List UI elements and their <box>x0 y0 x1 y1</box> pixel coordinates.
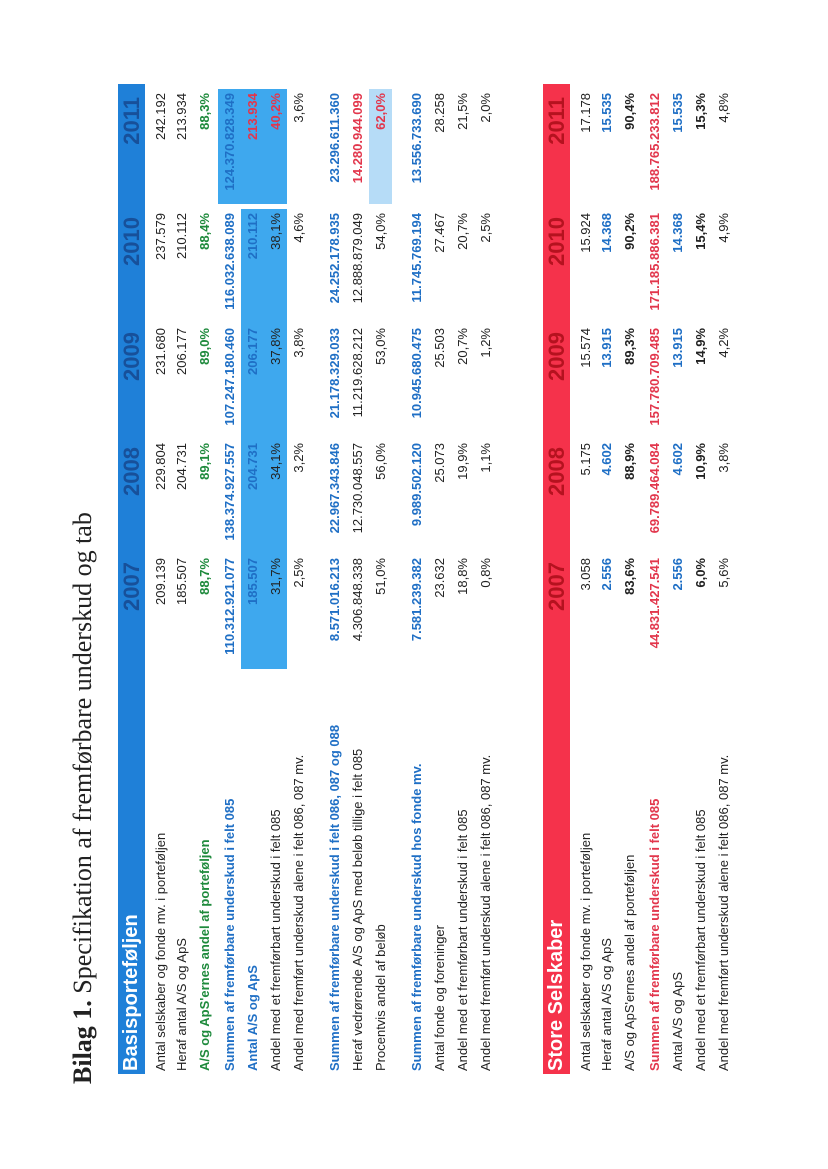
basis-row <box>405 84 428 1074</box>
value-cell-2009: 25.503 <box>432 328 447 368</box>
store-row <box>666 84 689 1074</box>
value-cell-2011: 13.556.733.690 <box>409 93 424 184</box>
value-cell-2008: 3,8% <box>716 443 731 473</box>
value-cell-2011: 124.370.828.349 <box>218 89 241 204</box>
value-cell-2009: 1,2% <box>478 328 493 358</box>
value-cell-2011: 40,2% <box>264 89 287 204</box>
value-cell-2008: 204.731 <box>241 439 264 554</box>
value-cell-2009: 89,0% <box>197 328 212 365</box>
row-label: Antal selskaber og fonde mv. i porteføljen <box>578 832 593 1071</box>
basis-header-row <box>118 84 145 1074</box>
value-cell-2009: 107.247.180.460 <box>222 328 237 426</box>
store-row <box>618 84 641 1074</box>
value-cell-2011: 188.765.233.812 <box>647 93 662 191</box>
value-cell-2011: 15.535 <box>599 93 614 133</box>
value-cell-2009: 89,3% <box>622 328 637 365</box>
value-cell-2008: 89,1% <box>197 443 212 480</box>
row-label: Andel med et fremførbart underskud i felt 085 <box>693 809 708 1071</box>
value-cell-2007: 3.058 <box>578 558 593 591</box>
value-cell-2010: 171.185.886.381 <box>647 213 662 311</box>
value-cell-2011: 3,6% <box>291 93 306 123</box>
value-cell-2009: 20,7% <box>455 328 470 365</box>
row-label: Heraf vedrørende A/S og ApS med beløb tillige i felt 085 <box>350 748 365 1071</box>
value-cell-2009: 13.915 <box>670 328 685 368</box>
value-cell-2011: 28.258 <box>432 93 447 133</box>
value-cell-2007: 0,8% <box>478 558 493 588</box>
store-row <box>689 84 712 1074</box>
title-text: Specifikation af fremførbare underskud og tab <box>68 512 97 994</box>
value-cell-2010: 237.579 <box>153 213 168 260</box>
basis-row <box>193 84 216 1074</box>
value-cell-2010: 210.112 <box>174 213 189 260</box>
document-title <box>68 512 98 1084</box>
value-cell-2007: 88,7% <box>197 558 212 595</box>
value-cell-2007: 8.571.016.213 <box>327 558 342 642</box>
row-label: Andel med fremført underskud alene i felt 086, 087 mv. <box>716 754 731 1071</box>
value-cell-2008: 10,9% <box>693 443 708 480</box>
value-cell-2008: 4.602 <box>599 443 614 476</box>
basis-row <box>346 84 369 1074</box>
value-cell-2007: 2.556 <box>599 558 614 591</box>
row-label: Andel med et fremførbart underskud i felt 085 <box>268 809 283 1071</box>
store-row <box>643 84 666 1074</box>
row-label: Andel med et fremførbart underskud i felt 085 <box>455 809 470 1071</box>
value-cell-2011: 90,4% <box>622 93 637 130</box>
value-cell-2008: 1,1% <box>478 443 493 473</box>
value-cell-2009: 231.680 <box>153 328 168 375</box>
value-cell-2009: 206.177 <box>174 328 189 375</box>
row-label: Antal A/S og ApS <box>670 971 685 1071</box>
year-header-2009: 2009 <box>119 332 144 381</box>
value-cell-2010: 14.368 <box>670 213 685 253</box>
row-label: Procentvis andel af beløb <box>373 924 388 1071</box>
row-label: Andel med fremført underskud alene i felt 086, 087 mv. <box>478 754 493 1071</box>
value-cell-2009: 21.178.329.033 <box>327 328 342 419</box>
row-label: Summen af fremførbare underskud i felt 085 <box>647 798 662 1071</box>
value-cell-2010: 27.467 <box>432 213 447 253</box>
row-label: Summen af fremførbare underskud i felt 085 <box>222 798 237 1071</box>
store-row <box>595 84 618 1074</box>
value-cell-2009: 3,8% <box>291 328 306 358</box>
value-cell-2007: 185.507 <box>241 554 264 669</box>
row-label: Antal selskaber og fonde mv. i porteføljen <box>153 832 168 1071</box>
value-cell-2007: 23.632 <box>432 558 447 598</box>
year-header-2011: 2011 <box>544 97 569 145</box>
value-cell-2010: 4,9% <box>716 213 731 243</box>
value-cell-2011: 4,8% <box>716 93 731 123</box>
value-cell-2011: 213.934 <box>241 89 264 204</box>
row-label: Antal fonde og foreninger <box>432 925 447 1071</box>
basis-row <box>323 84 346 1074</box>
value-cell-2008: 4.602 <box>670 443 685 476</box>
basis-row <box>428 84 451 1074</box>
value-cell-2011: 14.280.944.099 <box>350 93 365 184</box>
basis-row <box>451 84 474 1074</box>
value-cell-2011: 242.192 <box>153 93 168 140</box>
store-row <box>712 84 735 1074</box>
row-label: A/S og ApS'ernes andel af porteføljen <box>197 839 212 1071</box>
value-cell-2008: 5.175 <box>578 443 593 476</box>
value-cell-2010: 54,0% <box>373 213 388 250</box>
value-cell-2010: 15,4% <box>693 213 708 250</box>
value-cell-2007: 2.556 <box>670 558 685 591</box>
basis-section-title: Basisporteføljen <box>120 914 142 1071</box>
year-header-2009: 2009 <box>544 332 569 381</box>
value-cell-2009: 53,0% <box>373 328 388 365</box>
value-cell-2011: 15,3% <box>693 93 708 130</box>
store-section-title: Store Selskaber <box>545 919 567 1071</box>
value-cell-2007: 18,8% <box>455 558 470 595</box>
value-cell-2010: 116.032.638.089 <box>222 213 237 310</box>
value-cell-2009: 157.780.709.485 <box>647 328 662 426</box>
value-cell-2009: 15.574 <box>578 328 593 368</box>
value-cell-2007: 44.831.427.541 <box>647 558 662 649</box>
value-cell-2007: 7.581.239.382 <box>409 558 424 642</box>
row-label: Summen af fremførbare underskud hos fonde mv. <box>409 763 424 1071</box>
value-cell-2008: 138.374.927.557 <box>222 443 237 541</box>
value-cell-2010: 90,2% <box>622 213 637 250</box>
value-cell-2010: 14.368 <box>599 213 614 253</box>
value-cell-2007: 2,5% <box>291 558 306 588</box>
year-header-2010: 2010 <box>544 217 569 266</box>
value-cell-2007: 6,0% <box>693 558 708 588</box>
value-cell-2007: 31,7% <box>264 554 287 669</box>
basis-row <box>474 84 497 1074</box>
row-label: Heraf antal A/S og ApS <box>599 938 614 1071</box>
value-cell-2009: 37,8% <box>264 324 287 439</box>
value-cell-2007: 83,6% <box>622 558 637 595</box>
value-cell-2007: 51,0% <box>373 558 388 595</box>
year-header-2008: 2008 <box>119 447 144 496</box>
value-cell-2011: 62,0% <box>369 89 392 204</box>
value-cell-2011: 2,0% <box>478 93 493 123</box>
value-cell-2008: 88,9% <box>622 443 637 480</box>
year-header-2011: 2011 <box>119 97 144 145</box>
title-prefix: Bilag 1. <box>68 1000 97 1084</box>
basis-row <box>149 84 172 1074</box>
row-label: Antal A/S og ApS <box>245 965 260 1071</box>
value-cell-2008: 22.967.343.846 <box>327 443 342 534</box>
value-cell-2010: 38,1% <box>264 209 287 324</box>
value-cell-2009: 10.945.680.475 <box>409 328 424 419</box>
value-cell-2010: 12.888.879.049 <box>350 213 365 304</box>
basis-row <box>287 84 310 1074</box>
value-cell-2008: 229.804 <box>153 443 168 490</box>
value-cell-2011: 213.934 <box>174 93 189 140</box>
value-cell-2007: 110.312.921.077 <box>222 558 237 655</box>
value-cell-2008: 34,1% <box>264 439 287 554</box>
value-cell-2007: 209.139 <box>153 558 168 605</box>
value-cell-2009: 206.177 <box>241 324 264 439</box>
value-cell-2008: 12.730.048.557 <box>350 443 365 534</box>
year-header-2010: 2010 <box>119 217 144 266</box>
value-cell-2007: 5,6% <box>716 558 731 588</box>
row-label: A/S og ApS'ernes andel af porteføljen <box>622 854 637 1071</box>
value-cell-2010: 2,5% <box>478 213 493 243</box>
value-cell-2010: 4,6% <box>291 213 306 243</box>
value-cell-2010: 20,7% <box>455 213 470 250</box>
year-header-2008: 2008 <box>544 447 569 496</box>
basis-row <box>241 84 264 1074</box>
value-cell-2011: 88,3% <box>197 93 212 130</box>
row-label: Heraf antal A/S og ApS <box>174 938 189 1071</box>
value-cell-2010: 88,4% <box>197 213 212 250</box>
value-cell-2011: 17.178 <box>578 93 593 133</box>
basis-row <box>369 84 392 1074</box>
value-cell-2011: 21,5% <box>455 93 470 130</box>
value-cell-2009: 11.219.628.212 <box>350 328 365 418</box>
year-header-2007: 2007 <box>119 562 144 611</box>
value-cell-2010: 15.924 <box>578 213 593 253</box>
row-label: Summen af fremførbare underskud i felt 086, 087 og 088 <box>327 724 342 1071</box>
value-cell-2008: 9.989.502.120 <box>409 443 424 527</box>
value-cell-2009: 13.915 <box>599 328 614 368</box>
store-row <box>574 84 597 1074</box>
value-cell-2009: 4,2% <box>716 328 731 358</box>
value-cell-2008: 3,2% <box>291 443 306 473</box>
row-label: Andel med fremført underskud alene i felt 086, 087 mv. <box>291 754 306 1071</box>
value-cell-2011: 23.296.611.360 <box>327 93 342 183</box>
basis-row <box>170 84 193 1074</box>
value-cell-2007: 4.306.848.338 <box>350 558 365 642</box>
value-cell-2008: 69.789.464.084 <box>647 443 662 534</box>
year-header-2007: 2007 <box>544 562 569 611</box>
value-cell-2009: 14,9% <box>693 328 708 365</box>
value-cell-2008: 204.731 <box>174 443 189 490</box>
value-cell-2010: 11.745.769.194 <box>409 213 424 303</box>
store-header-row <box>543 84 570 1074</box>
value-cell-2007: 185.507 <box>174 558 189 605</box>
value-cell-2010: 210.112 <box>241 209 264 324</box>
value-cell-2008: 19,9% <box>455 443 470 480</box>
value-cell-2010: 24.252.178.935 <box>327 213 342 304</box>
basis-row <box>264 84 287 1074</box>
value-cell-2008: 25.073 <box>432 443 447 483</box>
value-cell-2008: 56,0% <box>373 443 388 480</box>
value-cell-2011: 15.535 <box>670 93 685 133</box>
